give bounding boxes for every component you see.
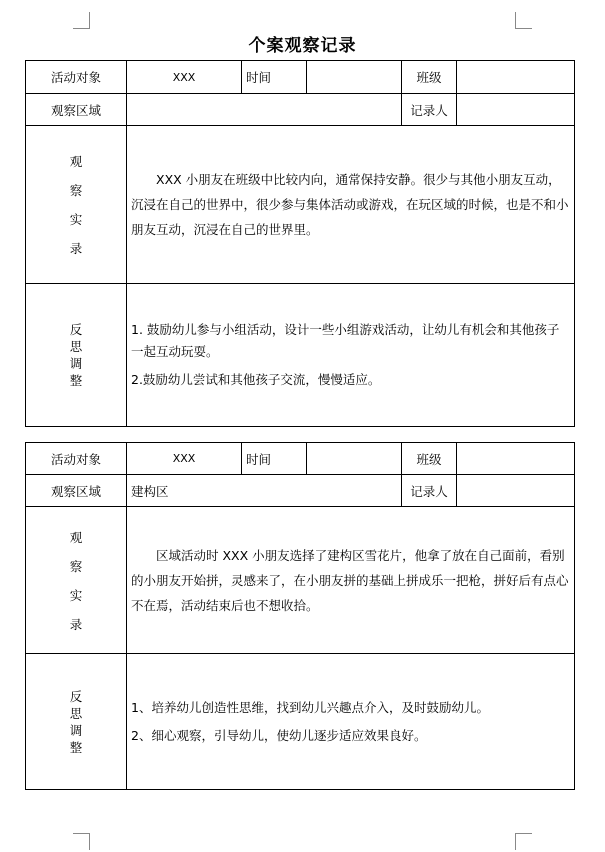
- reflection-item: 2、细心观察，引导幼儿，使幼儿逐步适应效果良好。: [131, 727, 427, 743]
- observation-text[interactable]: 区域活动时 XXX 小朋友选择了建构区雪花片，他拿了放在自己面前，看别的小朋友开始拼，灵感来了，在小朋友拼的基础上拼成乐一把枪，拼好后有点心不在焉，活动结束后也不想收拾。: [127, 507, 575, 654]
- observation-record-table-1: [25, 60, 575, 427]
- reflection-text[interactable]: [127, 654, 575, 790]
- class-value[interactable]: [457, 61, 575, 94]
- page-corner-mark: [73, 12, 90, 29]
- reflection-item: 1. 鼓励幼儿参与小组活动，设计一些小组游戏活动，让幼儿有机会和其他孩子一起互动玩耍。: [131, 322, 560, 359]
- page-corner-mark: [73, 833, 90, 850]
- observation-label: 观 察 实 录: [26, 126, 127, 284]
- target-label: 活动对象: [26, 61, 127, 94]
- reflection-item: 1、培养幼儿创造性思维，找到幼儿兴趣点介入，及时鼓励幼儿。: [131, 699, 489, 715]
- reflection-label: 反 思 调 整: [26, 284, 127, 427]
- reflection-item: 2.鼓励幼儿尝试和其他孩子交流，慢慢适应。: [131, 372, 381, 387]
- target-label: 活动对象: [26, 443, 127, 475]
- area-label: 观察区域: [26, 94, 127, 126]
- reflection-text[interactable]: [127, 284, 575, 427]
- page-corner-mark: [515, 833, 532, 850]
- recorder-label: 记录人: [402, 94, 457, 126]
- observation-label: 观 察 实 录: [26, 507, 127, 654]
- reflection-label: 反 思 调 整: [26, 654, 127, 790]
- class-label: 班级: [402, 443, 457, 475]
- target-value[interactable]: XXX: [127, 61, 242, 94]
- recorder-value[interactable]: [457, 475, 575, 507]
- area-value[interactable]: [127, 94, 402, 126]
- area-value[interactable]: 建构区: [127, 475, 402, 507]
- target-value[interactable]: XXX: [127, 443, 242, 475]
- page-corner-mark: [515, 12, 532, 29]
- class-label: 班级: [402, 61, 457, 94]
- time-label: 时间: [242, 443, 307, 475]
- document-title: 个案观察记录: [248, 36, 357, 56]
- time-label: 时间: [242, 61, 307, 94]
- recorder-value[interactable]: [457, 94, 575, 126]
- class-value[interactable]: [457, 443, 575, 475]
- observation-text[interactable]: XXX 小朋友在班级中比较内向，通常保持安静。很少与其他小朋友互动，沉浸在自己的世界中，很少参与集体活动或游戏，在玩区域的时候，也是不和小朋友互动，沉浸在自己的世界里。: [127, 126, 575, 284]
- area-label: 观察区域: [26, 475, 127, 507]
- time-value[interactable]: [307, 443, 402, 475]
- observation-record-table-2: [25, 442, 575, 790]
- recorder-label: 记录人: [402, 475, 457, 507]
- time-value[interactable]: [307, 61, 402, 94]
